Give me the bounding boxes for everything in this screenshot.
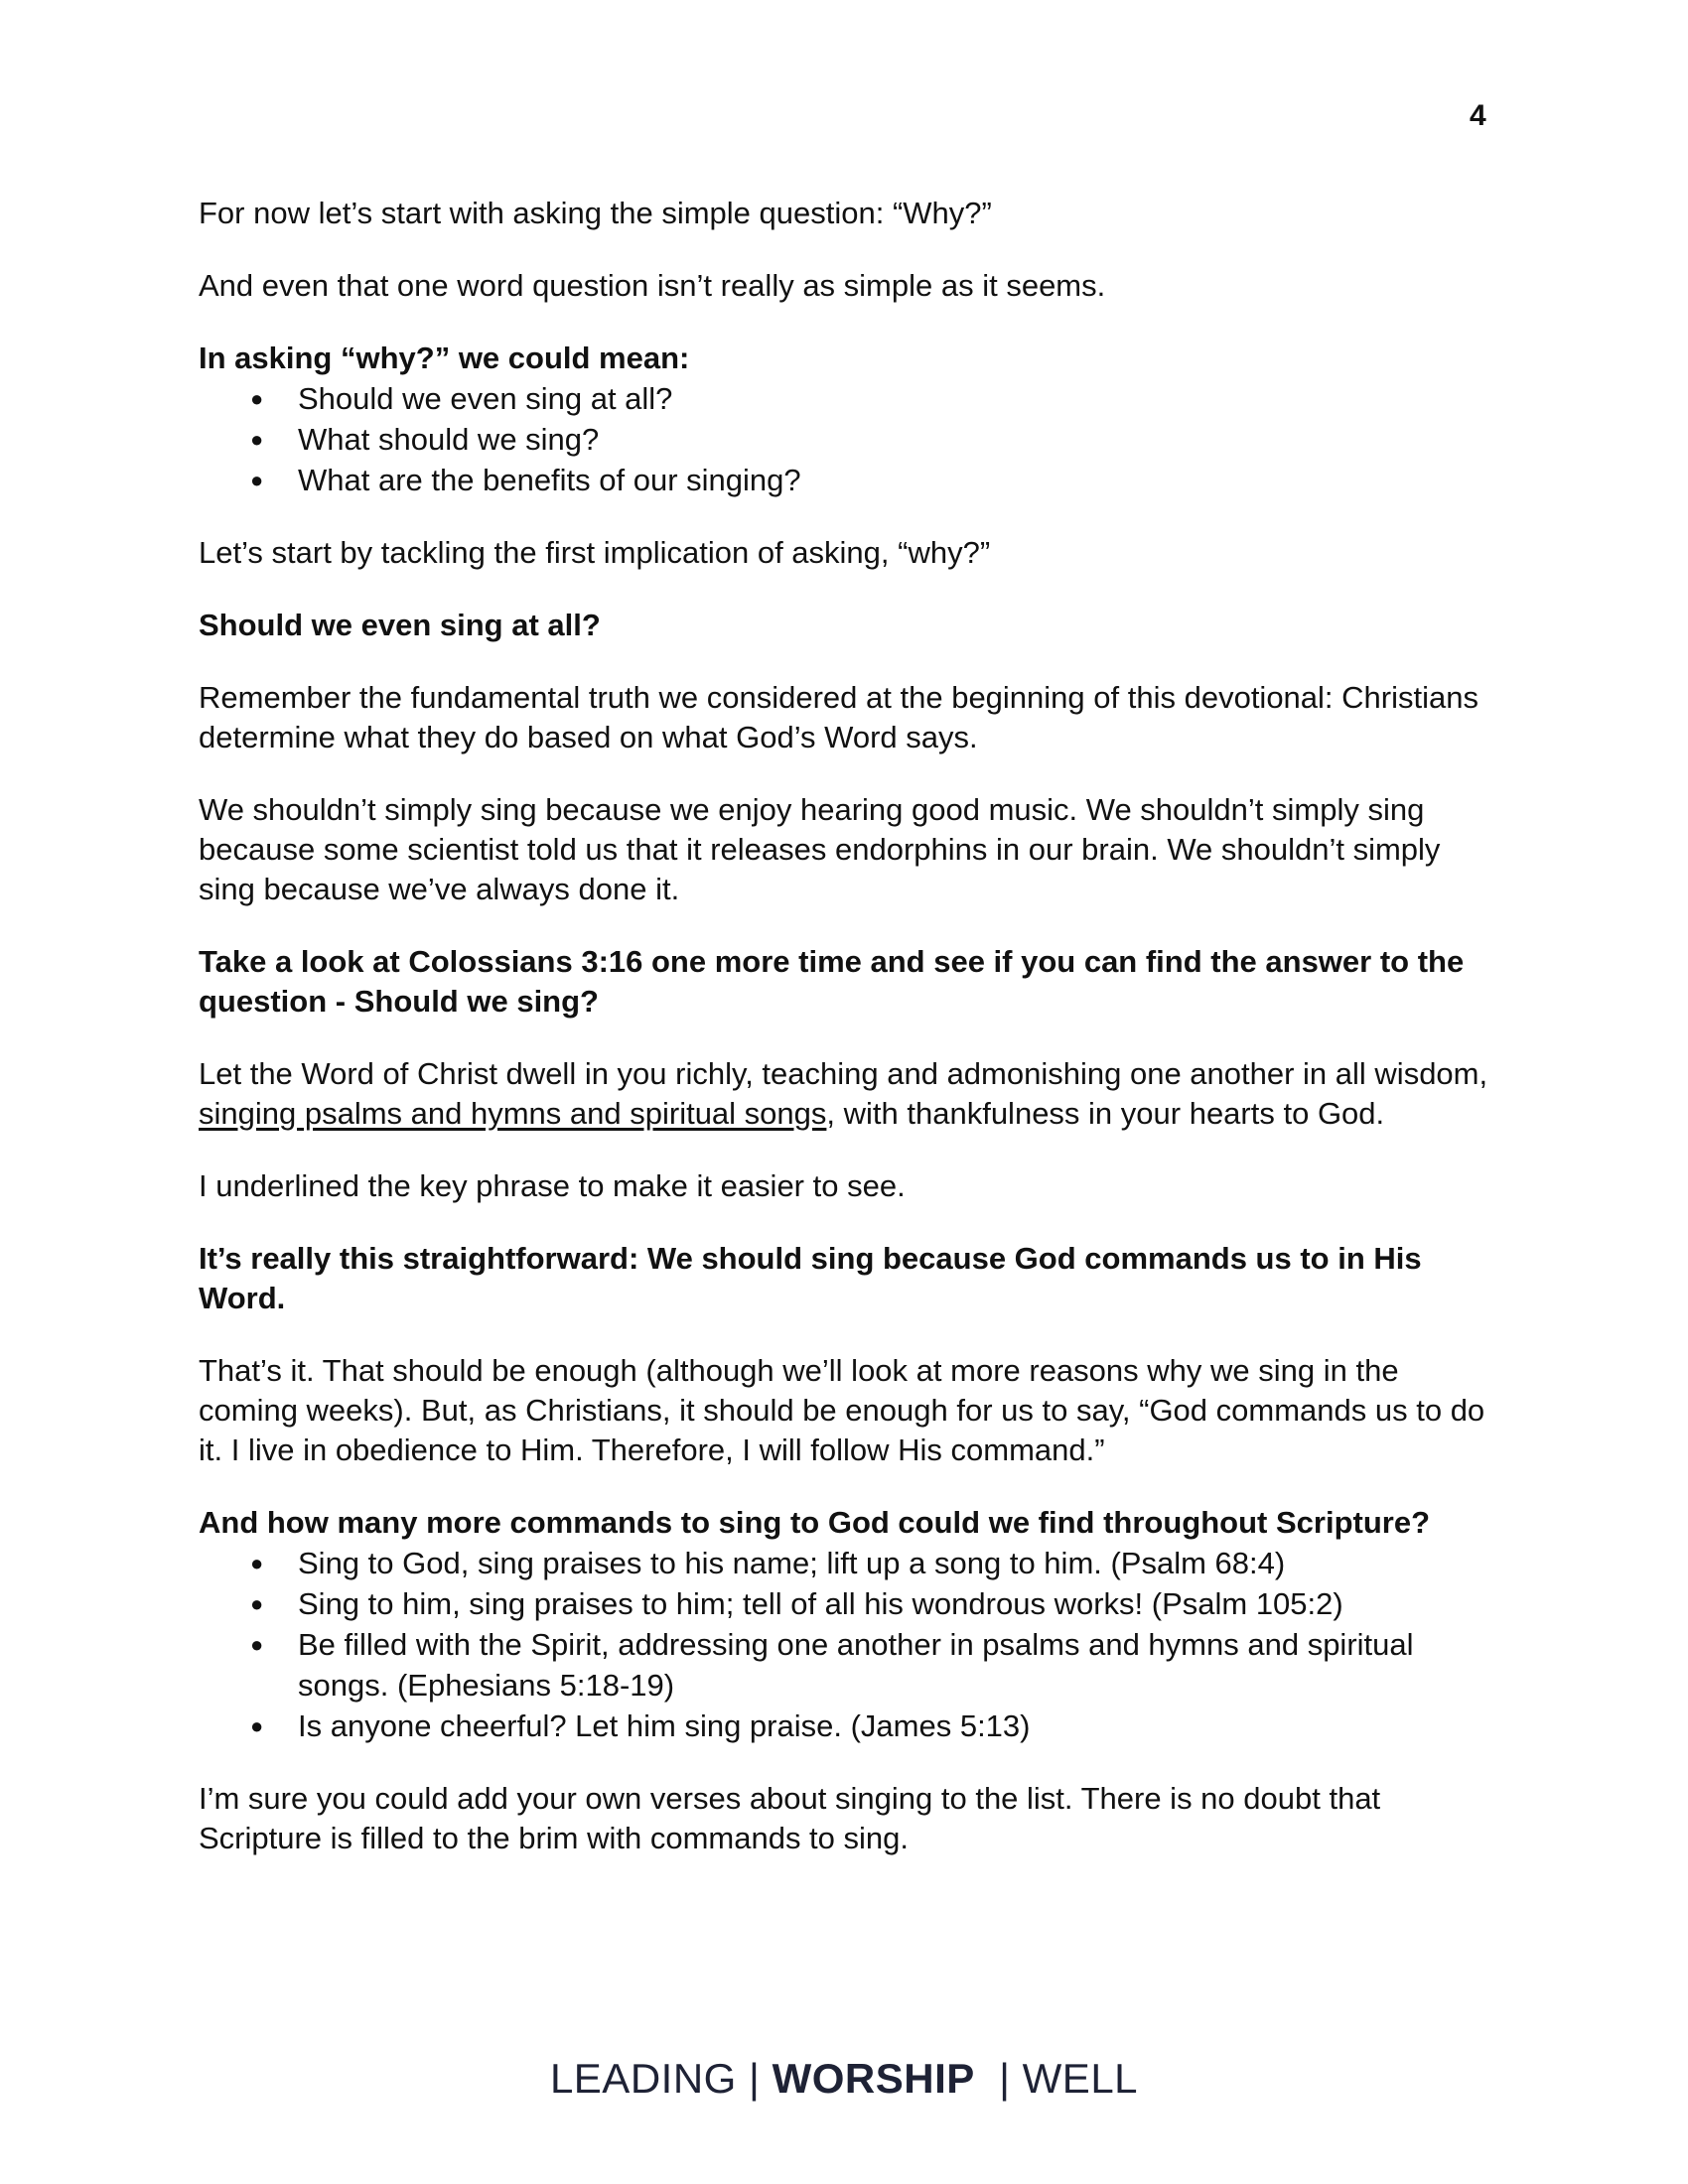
verse-colossians-3-16: Let the Word of Christ dwell in you richly, teaching and admonishing one another in all wisdom, singing psalms and hymns and spiritual songs, with thankfulness in your hearts to God. — [199, 1056, 1488, 1131]
paragraph-first-implication: Let’s start by tackling the first implication of asking, “why?” — [199, 535, 991, 570]
heading-should-we-sing: Should we even sing at all? — [199, 608, 601, 642]
why-meaning-list — [199, 378, 1489, 500]
underlined-key-phrase: singing psalms and hymns and spiritual songs — [199, 1096, 827, 1131]
bullet-icon: ● — [250, 427, 264, 452]
footer-worship: WORSHIP — [772, 2055, 975, 2102]
heading-why-meaning: In asking “why?” we could mean: — [199, 341, 690, 375]
footer-brand: LEADING | WORSHIP | WELL — [549, 2055, 1139, 2102]
bullet-icon: ● — [250, 1591, 264, 1616]
paragraph-thats-it: That’s it. That should be enough (although we’ll look at more reasons why we sing in the coming weeks). But, as Christians, it should be enough for us to say, “God commands us to do it. I live in obedience to Him. Therefore, I will follow His command.” — [199, 1353, 1485, 1467]
paragraph-shouldnt-simply-sing: We shouldn’t simply sing because we enjoy hearing good music. We shouldn’t simply sing because some scientist told us that it releases endorphins in our brain. We shouldn’t simply sing because we’ve always done it. — [199, 792, 1441, 906]
paragraph-underlined-note: I underlined the key phrase to make it easier to see. — [199, 1168, 906, 1203]
list-item: ● What are the benefits of our singing? — [298, 460, 1489, 500]
paragraph-closing: I’m sure you could add your own verses about singing to the list. There is no doubt that Scripture is filled to the brim with commands to sing. — [199, 1781, 1381, 1855]
heading-straightforward: It’s really this straightforward: We should sing because God commands us to in His Word. — [199, 1241, 1422, 1315]
list-item: ● Should we even sing at all? — [298, 378, 1489, 419]
bullet-icon: ● — [250, 468, 264, 492]
paragraph-not-simple: And even that one word question isn’t really as simple as it seems. — [199, 268, 1106, 303]
heading-more-commands: And how many more commands to sing to God could we find throughout Scripture? — [199, 1505, 1430, 1540]
bullet-icon: ● — [250, 1713, 264, 1738]
list-item: ● Sing to him, sing praises to him; tell of all his wondrous works! (Psalm 105:2) — [298, 1583, 1489, 1624]
commands-list — [199, 1543, 1489, 1746]
document-body — [199, 194, 1489, 1891]
bullet-icon: ● — [250, 1632, 264, 1657]
paragraph-fundamental-truth: Remember the fundamental truth we considered at the beginning of this devotional: Christians determine what they do based on what God’s Word says. — [199, 680, 1478, 754]
paragraph-intro-question: For now let’s start with asking the simple question: “Why?” — [199, 196, 992, 230]
bullet-icon: ● — [250, 386, 264, 411]
bullet-icon: ● — [250, 1551, 264, 1575]
list-item: ● Sing to God, sing praises to his name; lift up a song to him. (Psalm 68:4) — [298, 1543, 1489, 1583]
heading-colossians: Take a look at Colossians 3:16 one more time and see if you can find the answer to the question - Should we sing? — [199, 944, 1465, 1019]
list-item: ● What should we sing? — [298, 419, 1489, 460]
page-number: 4 — [1470, 99, 1486, 132]
list-item: ● Is anyone cheerful? Let him sing praise. (James 5:13) — [298, 1706, 1489, 1746]
list-item: ● Be filled with the Spirit, addressing one another in psalms and hymns and spiritual songs. (Ephesians 5:18-19) — [298, 1624, 1489, 1706]
